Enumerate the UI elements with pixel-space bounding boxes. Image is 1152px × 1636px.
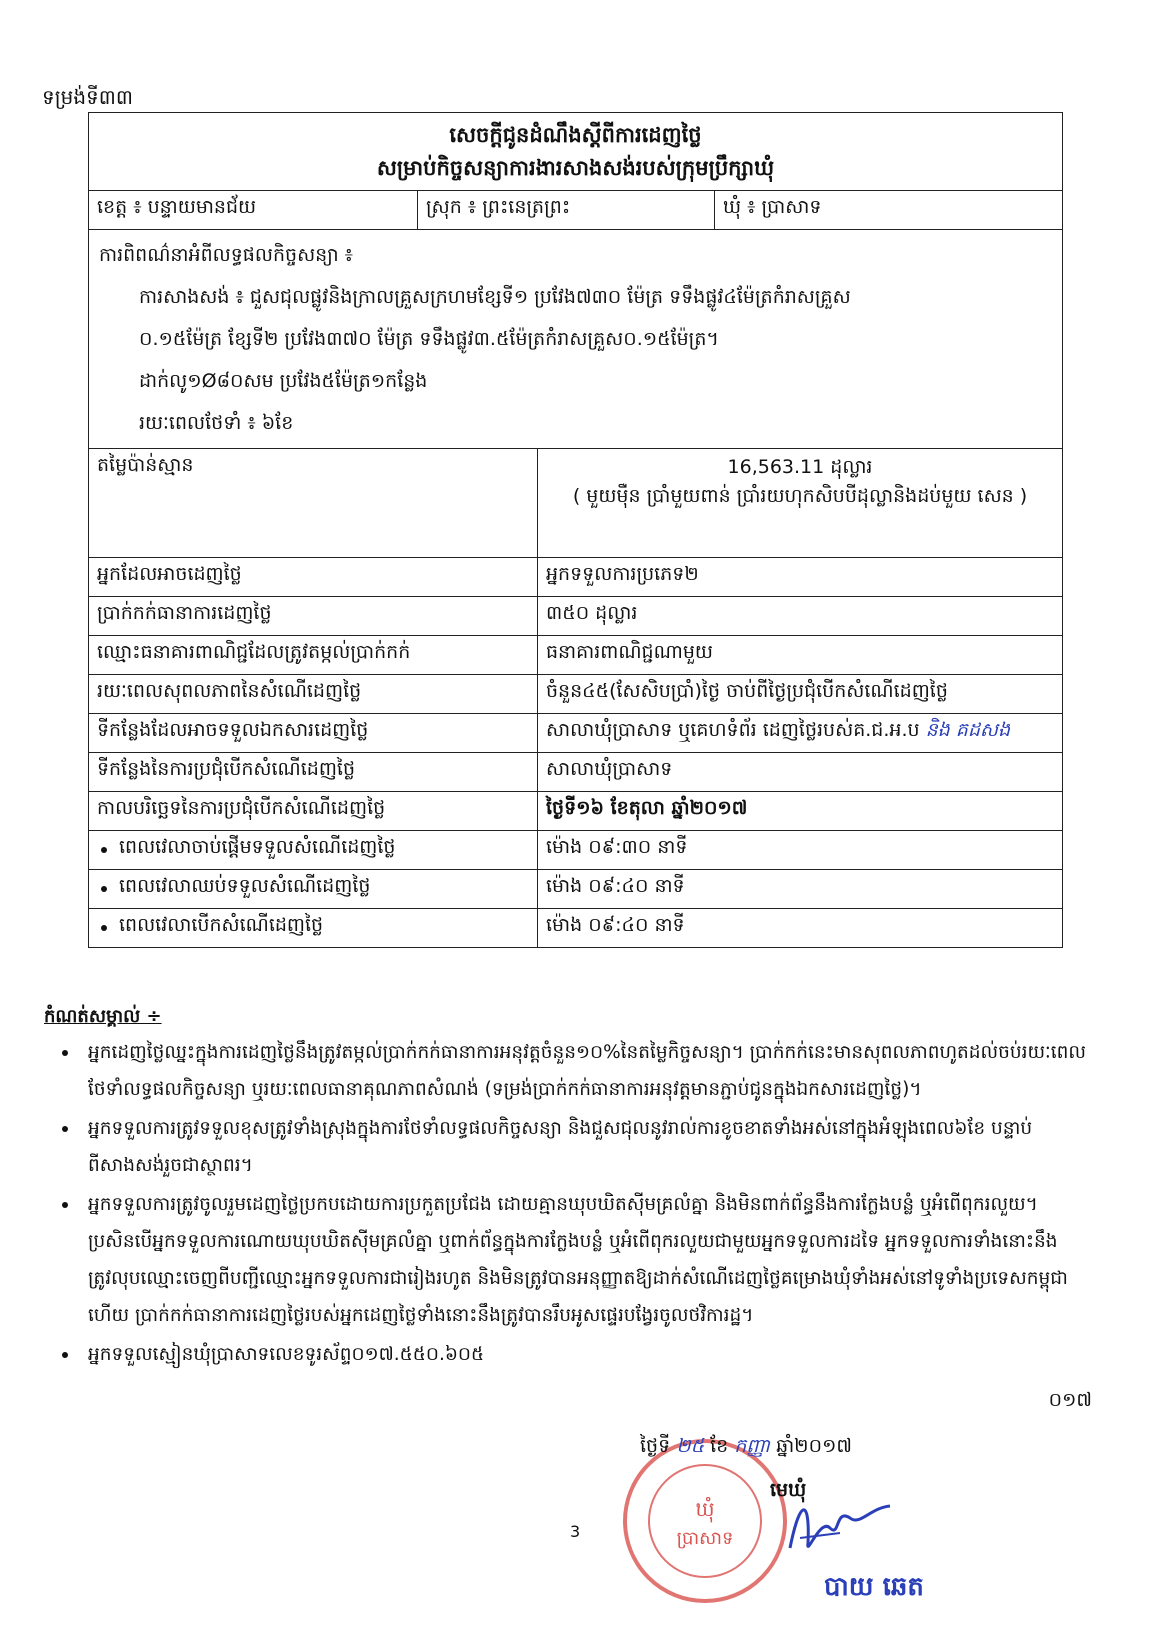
- description-cell: [89, 230, 1063, 449]
- time-value: ម៉ោង ០៩:៤០ នាទី: [538, 909, 1063, 948]
- notice-title-line1: សេចក្តីជូនដំណឹងស្តីពីការដេញថ្លៃ: [449, 123, 702, 147]
- time-row: [89, 870, 1063, 909]
- row-value: សាលាឃុំប្រាសាទ: [538, 753, 1063, 792]
- row-label: រយៈពេលសុពលភាពនៃសំណើដេញថ្លៃ: [89, 675, 538, 714]
- description-heading: ការពិពណ៌នាអំពីលទ្ធផលកិច្ចសន្យា ៖: [99, 244, 354, 267]
- row-label: អ្នកដែលអាចដេញថ្លៃ: [89, 558, 538, 597]
- row-label: កាលបរិច្ឆេទនៃការប្រជុំបើកសំណើដេញថ្លៃ: [89, 792, 538, 831]
- description-line: ដាក់លូ១Ø៨០សម ប្រវែង៥ម៉ែត្រ១កន្លែង: [139, 370, 428, 393]
- notice-header: [89, 113, 1063, 191]
- date-month: កញ្ញា: [734, 1435, 771, 1457]
- estimate-label: តម្លៃប៉ាន់ស្មាន: [89, 449, 538, 558]
- description-line: ០.១៥ម៉ែត្រ ខ្សែទី២ ប្រវែង៣៧០ ម៉ែត្រ ទទឹងផ្លូវ៣.៥ម៉ែត្រកំរាសគ្រួស០.១៥ម៉ែត្រ។: [139, 328, 719, 351]
- row-value: ធនាគារពាណិជ្ជណាមួយ: [538, 636, 1063, 675]
- estimate-row: [89, 449, 1063, 558]
- seal-text: ឃុំ: [695, 1497, 715, 1521]
- time-label: ពេលវេលាចាប់ផ្តើមទទួលសំណើដេញថ្លៃ: [89, 831, 538, 870]
- row-value-text: សាលាឃុំប្រាសាទ ឬគេហទំព័រ ដេញថ្លៃរបស់គ.ជ.អ.ប: [546, 719, 920, 741]
- row-label: ឈ្មោះធនាគារពាណិជ្ជដែលត្រូវតម្កល់ប្រាក់កក់: [89, 636, 538, 675]
- estimate-value: [538, 449, 1063, 558]
- table-row: [89, 714, 1063, 753]
- notes-title: កំណត់សម្គាល់ ÷: [44, 1006, 162, 1027]
- time-value: ម៉ោង ០៩:៤០ នាទី: [538, 870, 1063, 909]
- note-item: អ្នកទទួលការត្រូវទទួលខុសត្រូវទាំងស្រុងក្នុងការថែទាំលទ្ធផលកិច្ចសន្យា និងជួសជុលនូវរាល់ការខូចខាតទាំងអស់នៅក្នុងអំឡុងពេល៦ខែ បន្ទាប់ពីសាងសង់រួចជាស្ថាពរ។: [58, 1110, 1098, 1184]
- district-cell: ស្រុក ៖ ព្រះនេត្រព្រះ: [418, 191, 715, 230]
- date-month-word: ខែ: [710, 1435, 729, 1457]
- handwritten-signature: [780, 1488, 900, 1568]
- note-item: អ្នកទទួលស្មៀនឃុំប្រាសាទលេខទូរស័ព្ទ០១៧.៥៥០.៦០៥: [58, 1336, 1098, 1373]
- location-row: [89, 191, 1063, 230]
- time-row: [89, 831, 1063, 870]
- row-label: ប្រាក់កក់ធានាការដេញថ្លៃ: [89, 597, 538, 636]
- commune-cell: ឃុំ ៖ ប្រាសាទ: [715, 191, 1063, 230]
- row-value: ៣៥០ ដុល្លារ: [538, 597, 1063, 636]
- time-row: [89, 909, 1063, 948]
- row-label: ទីកន្លែងដែលអាចទទួលឯកសារដេញថ្លៃ: [89, 714, 538, 753]
- estimate-amount: 16,563.11 ដុល្លារ: [727, 456, 873, 478]
- province-cell: ខេត្ត ៖ បន្ទាយមានជ័យ: [89, 191, 418, 230]
- time-value: ម៉ោង ០៩:៣០ នាទី: [538, 831, 1063, 870]
- row-value: ចំនួន៤៥(សែសិបប្រាំ)ថ្ងៃ ចាប់ពីថ្ងៃប្រជុំបើកសំណើដេញថ្លៃ: [538, 675, 1063, 714]
- row-value: ថ្ងៃទី១៦ ខែតុលា ឆ្នាំ២០១៧: [538, 792, 1063, 831]
- estimate-words: ( មួយម៉ឺន ប្រាំមួយពាន់ ប្រាំរយហុកសិបបីដុល្លានិងដប់មួយ សេន ): [572, 485, 1028, 508]
- signer-title: មេឃុំ: [770, 1479, 807, 1501]
- notice-title-line2: សម្រាប់កិច្ចសន្យាការងារសាងសង់របស់ក្រុមប្រឹក្សាឃុំ: [376, 155, 775, 180]
- description-line: ការសាងសង់ ៖ ជួសជុលផ្លូវនិងក្រាលគ្រួសក្រហមខ្សែទី១ ប្រវែង៧៣០ ម៉ែត្រ ទទឹងផ្លូវ៤ម៉ែត្រកំរាសគ្រួស: [139, 286, 851, 309]
- table-row: [89, 753, 1063, 792]
- note-item: អ្នកទទួលការត្រូវចូលរួមដេញថ្លៃប្រកបដោយការប្រកួតប្រជែង ដោយគ្មានឃុបឃិតស៊ីមគ្រលំគ្នា និងមិនពាក់ព័ន្ធនឹងការក្លែងបន្លំ ឬអំពើពុករលួយ។ ប្រសិនបើអ្នកទទួលការណោយឃុបឃិតស៊ីមគ្រលំគ្នា ឬពាក់ព័ន្ធក្នុងការក្លែងបន្លំ ឬអំពើពុករលួយជាមួយអ្នកទទួលការដទៃ អ្នកទទួលការទាំងនោះនឹងត្រូវលុបឈ្មោះចេញពីបញ្ជីឈ្មោះអ្នកទទួលការជារៀងរហូត និងមិនត្រូវបានអនុញ្ញាតឱ្យដាក់សំណើដេញថ្លៃគម្រោងឃុំទាំងអស់នៅទូទាំងប្រទេសកម្ពុជា ហើយ ប្រាក់កក់ធានាការដេញថ្លៃរបស់អ្នកដេញថ្លៃទាំងនោះនឹងត្រូវបានរឹបអូសផ្ទេរបង្វែរចូលថវិការដ្ឋ។: [58, 1186, 1098, 1334]
- table-row: [89, 597, 1063, 636]
- table-row: [89, 792, 1063, 831]
- signature-date: [640, 1434, 852, 1462]
- phone-suffix: ០១៧: [1048, 1389, 1092, 1411]
- row-value: អ្នកទទួលការប្រភេទ២: [538, 558, 1063, 597]
- signer-name: បាយ ឆេត: [824, 1572, 924, 1602]
- date-day: ២៥: [676, 1435, 705, 1457]
- bid-notice-table: [88, 112, 1063, 449]
- seal-text: ប្រាសាទ: [676, 1528, 734, 1549]
- description-line: រយៈពេលថែទាំ ៖ ៦ខែ: [139, 412, 294, 435]
- page-number: 3: [570, 1522, 581, 1541]
- row-label: ទីកន្លែងនៃការប្រជុំបើកសំណើដេញថ្លៃ: [89, 753, 538, 792]
- details-table: [88, 448, 1063, 948]
- handwritten-annotation: និង គដសង: [925, 719, 1011, 741]
- table-row: [89, 675, 1063, 714]
- table-row: [89, 558, 1063, 597]
- row-value: [538, 714, 1063, 753]
- time-label: ពេលវេលាបើកសំណើដេញថ្លៃ: [89, 909, 538, 948]
- date-year: ឆ្នាំ២០១៧: [776, 1435, 852, 1457]
- date-prefix: ថ្ងៃទី: [640, 1435, 671, 1457]
- notes-list: [58, 1034, 1098, 1375]
- table-row: [89, 636, 1063, 675]
- form-number: ទម្រង់ទី៣៣: [42, 85, 133, 109]
- time-label: ពេលវេលាឈប់ទទួលសំណើដេញថ្លៃ: [89, 870, 538, 909]
- note-item: អ្នកដេញថ្លៃឈ្នះក្នុងការដេញថ្លៃនឹងត្រូវតម្កល់ប្រាក់កក់ធានាការអនុវត្តចំនួន១០%នៃតម្លៃកិច្ចសន្យា។ ប្រាក់កក់នេះមានសុពលភាពហូតដល់ចប់រយៈពេលថែទាំលទ្ធផលកិច្ចសន្យា ឬរយៈពេលធានាគុណភាពសំណង់ (ទម្រង់ប្រាក់កក់ធានាការអនុវត្តមានភ្ជាប់ជូនក្នុងឯកសារដេញថ្លៃ)។: [58, 1034, 1098, 1108]
